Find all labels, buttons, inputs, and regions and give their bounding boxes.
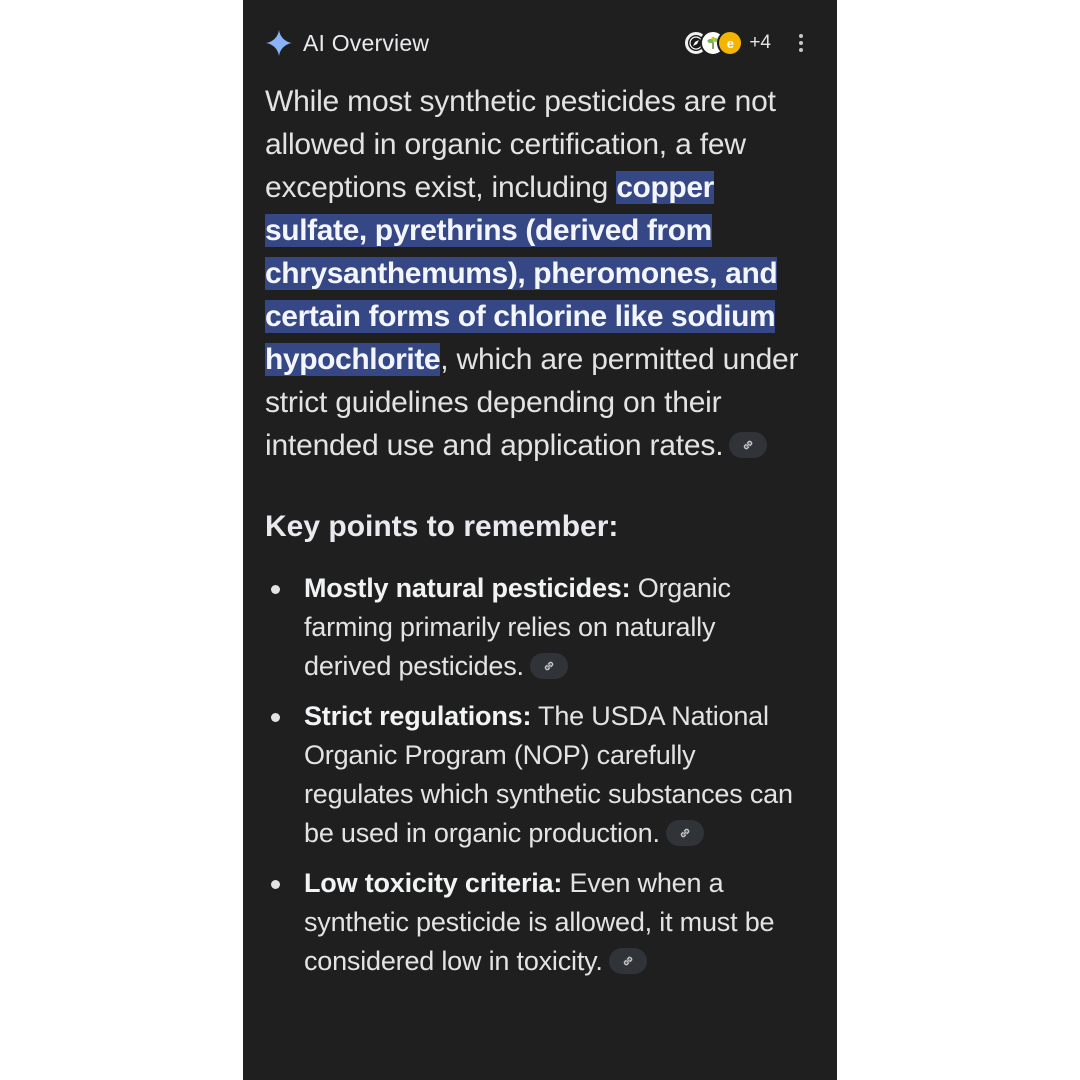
- link-icon[interactable]: [530, 653, 568, 679]
- more-vert-icon[interactable]: [789, 34, 813, 52]
- link-icon[interactable]: [666, 820, 704, 846]
- link-icon[interactable]: [609, 948, 647, 974]
- key-point-text: Even when a synthetic pesticide is allowed, it must be considered low in toxicity.: [304, 868, 775, 976]
- bullet-icon: [271, 585, 280, 594]
- key-point-title: Low toxicity criteria:: [304, 868, 563, 898]
- key-points-list: [265, 569, 807, 981]
- list-item: [265, 569, 807, 686]
- key-points-heading: Key points to remember:: [265, 510, 619, 543]
- ai-overview-content: [265, 80, 807, 992]
- gemini-sparkle-icon: [265, 29, 293, 57]
- ai-overview-panel: [243, 0, 837, 1080]
- ai-overview-header: [265, 24, 815, 62]
- source-favicons[interactable]: [683, 30, 771, 56]
- link-icon[interactable]: [729, 432, 767, 458]
- key-point-text: Organic farming primarily relies on naturally derived pesticides.: [304, 573, 731, 681]
- overview-text-before: While most synthetic pesticides are not allowed in organic certification, a few exceptions exist, including: [265, 85, 776, 204]
- ai-overview-title: AI Overview: [303, 29, 430, 56]
- bullet-icon: [271, 713, 280, 722]
- overview-text-after: , which are permitted under strict guidelines depending on their intended use and application rates.: [265, 343, 799, 462]
- list-item: [265, 864, 807, 981]
- key-point-title: Strict regulations:: [304, 701, 532, 731]
- bullet-icon: [271, 880, 280, 889]
- more-sources-count[interactable]: +4: [749, 32, 771, 53]
- source-favicon-letter-e-icon[interactable]: e: [717, 30, 743, 56]
- overview-paragraph: [265, 80, 807, 467]
- key-point-title: Mostly natural pesticides:: [304, 573, 631, 603]
- highlighted-text: copper sulfate, pyrethrins (derived from chrysanthemums), pheromones, and certain forms of chlorine like sodium hypochlorite: [265, 171, 778, 376]
- key-point-text: The USDA National Organic Program (NOP) carefully regulates which synthetic substances can be used in organic production.: [304, 701, 793, 848]
- list-item: [265, 697, 807, 853]
